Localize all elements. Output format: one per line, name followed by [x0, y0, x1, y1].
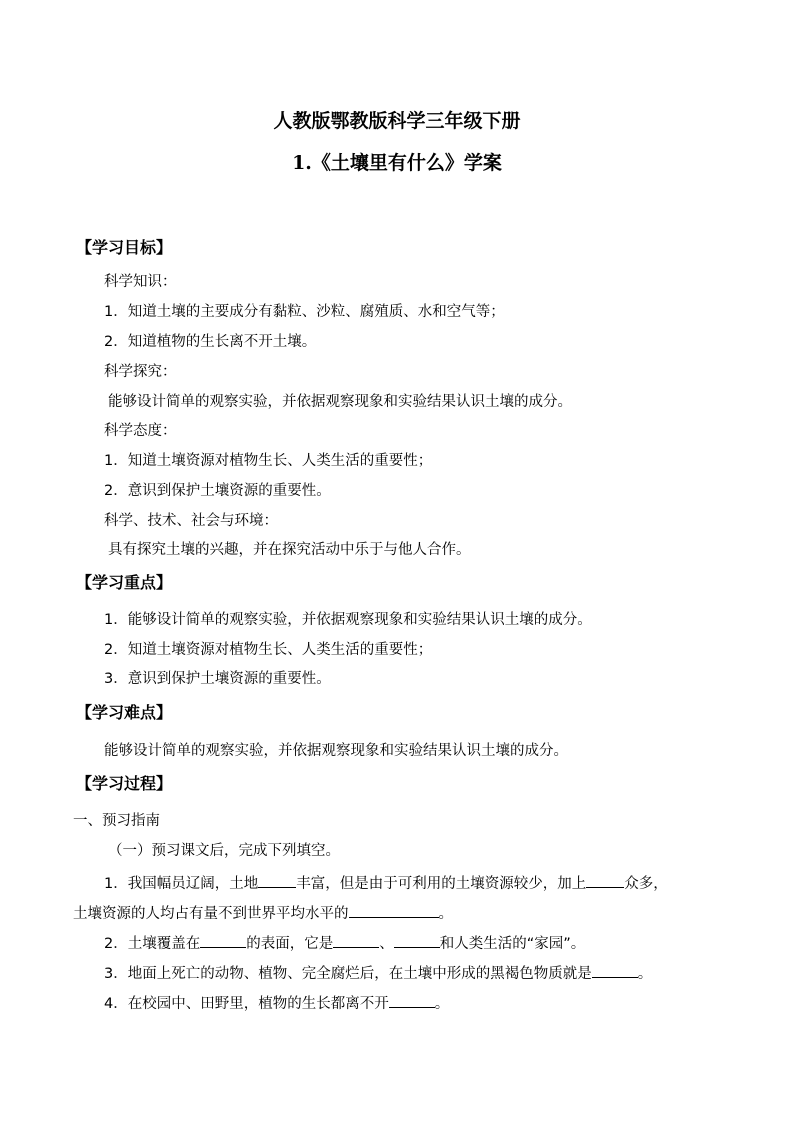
blank-field: [586, 871, 624, 888]
section-heading-process: 【学习过程】: [76, 774, 173, 793]
question-1: 1．我国幅员辽阔，土地 丰富，但是由于可利用的土壤资源较少，加上 众多，: [104, 871, 668, 894]
goal-inquiry-label: 科学探究：: [104, 364, 177, 380]
question-4: 4．在校园中、田野里，植物的生长都离不开 。: [104, 991, 449, 1014]
key-point-3: 3．意识到保护土壤资源的重要性。: [104, 671, 331, 687]
key-point-2: 2．知道土壤资源对植物生长、人类生活的重要性；: [104, 642, 433, 658]
document-title: 人教版鄂教版科学三年级下册: [273, 110, 521, 132]
process-sub-heading: （一）预习课文后，完成下列填空。: [108, 843, 340, 859]
question-1-continued: 土壤资源的人均占有量不到世界平均水平的 。: [73, 901, 453, 924]
blank-field: [333, 931, 379, 948]
blank-field: [592, 961, 638, 978]
goal-knowledge-item-1: 1．知道土壤的主要成分有黏粒、沙粒、腐殖质、水和空气等；: [104, 304, 505, 320]
goal-knowledge-item-2: 2．知道植物的生长离不开土壤。: [104, 334, 317, 350]
goal-attitude-item-2: 2．意识到保护土壤资源的重要性。: [104, 483, 331, 499]
process-part-heading: 一、预习指南: [73, 813, 160, 829]
key-point-1: 1．能够设计简单的观察实验，并依据观察现象和实验结果认识土壤的成分。: [104, 612, 592, 628]
section-heading-goals: 【学习目标】: [76, 238, 173, 257]
goal-attitude-label: 科学态度：: [104, 423, 177, 439]
question-2: 2．土壤覆盖在 的表面，它是 、 和人类生活的“家园”。: [104, 931, 585, 954]
goal-knowledge-label: 科学知识：: [104, 274, 177, 290]
goal-attitude-item-1: 1．知道土壤资源对植物生长、人类生活的重要性；: [104, 453, 433, 469]
difficulty-text: 能够设计简单的观察实验，并依据观察现象和实验结果认识土壤的成分。: [104, 743, 568, 759]
blank-field: [200, 931, 246, 948]
section-heading-key: 【学习重点】: [76, 573, 173, 592]
goal-stse-label: 科学、技术、社会与环境：: [104, 513, 278, 529]
blank-field: [349, 901, 439, 918]
goal-inquiry-text: 能够设计简单的观察实验，并依据观察现象和实验结果认识土壤的成分。: [108, 394, 572, 410]
lesson-title: 1.《土壤里有什么》学案: [292, 152, 502, 174]
section-heading-difficulty: 【学习难点】: [76, 703, 173, 722]
blank-field: [394, 931, 440, 948]
blank-field: [389, 991, 435, 1008]
goal-stse-text: 具有探究土壤的兴趣，并在探究活动中乐于与他人合作。: [108, 542, 471, 558]
question-3: 3．地面上死亡的动物、植物、完全腐烂后，在土壤中形成的黑褐色物质就是 。: [104, 961, 652, 984]
blank-field: [258, 871, 296, 888]
